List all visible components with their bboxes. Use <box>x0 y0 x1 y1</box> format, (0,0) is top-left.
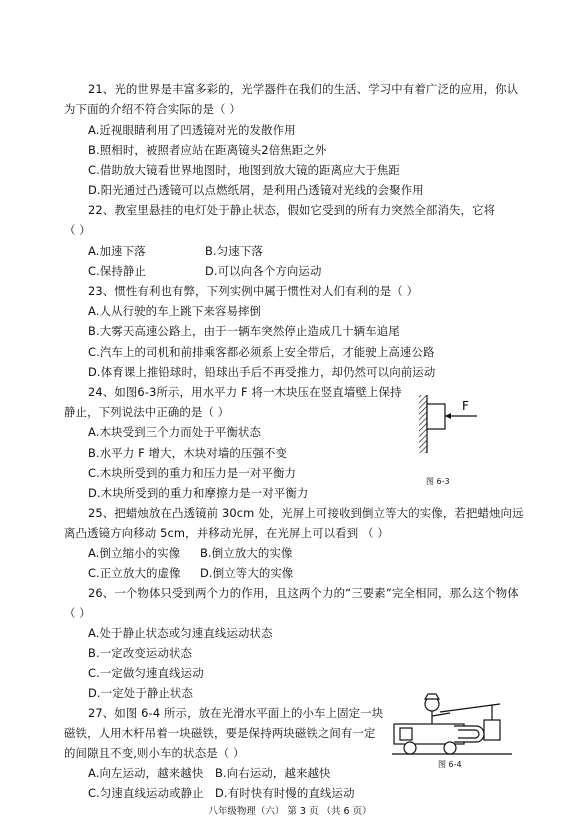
q25-option-a: A.倒立缩小的实像 <box>88 546 181 560</box>
q21-line-1: 21、光的世界是丰富多彩的，光学器件在我们的生活、学习中有着广泛的应用，你认 <box>88 82 519 96</box>
q27-option-b: B.向右运动，越来越快 <box>215 766 331 780</box>
q22-line-1: 22、教室里悬挂的电灯处于静止状态，假如它受到的所有力突然全部消失，它将 <box>88 203 496 217</box>
page-footer: 八年级物理（六） 第 3 页 （共 6 页） <box>208 806 372 817</box>
q24-option-a: A.木块受到三个力而处于平衡状态 <box>88 425 262 439</box>
q26-option-d: D.一定处于静止状态 <box>88 686 194 700</box>
figure-6-4 <box>392 690 517 760</box>
wooden-rod <box>440 704 500 712</box>
q21-option-a: A.近视眼睛利用了凹透镜对光的发散作用 <box>88 123 296 137</box>
q23-option-a: A.人从行驶的车上跳下来容易摔倒 <box>88 304 262 318</box>
q27-line-1: 27、如图 6-4 所示，放在光滑水平面上的小车上固定一块 <box>88 706 384 720</box>
wall-hatch <box>419 395 427 453</box>
q23-option-d: D.体育课上推铅球时，铅球出手后不再受推力，却仍然可以向前运动 <box>88 365 436 379</box>
cart-wheel-right <box>444 742 456 754</box>
q24-line-2: 静止，下列说法中正确的是（ ） <box>64 405 230 419</box>
q26-option-a: A.处于静止状态或匀速直线运动状态 <box>88 626 273 640</box>
person-arm <box>432 713 450 716</box>
q26-line-2: （ ） <box>64 606 91 620</box>
q21-line-2: 为下面的介绍不符合实际的是（ ） <box>64 102 241 116</box>
q24-option-b: B.水平力 F 增大，木块对墙的压强不变 <box>88 446 288 460</box>
cart-body <box>394 724 464 744</box>
q23-option-b: B.大雾天高速公路上，由于一辆车突然停止造成几十辆车追尾 <box>88 324 400 338</box>
cart-wheel-left <box>404 742 416 754</box>
q24-option-d: D.木块所受到的重力和摩擦力是一对平衡力 <box>88 486 309 500</box>
q27-option-d: D.有时快有时慢的直线运动 <box>215 786 355 800</box>
q25-option-c: C.正立放大的虚像 <box>88 566 181 580</box>
q26-line-1: 26、一个物体只受到两个力的作用，且这两个力的“三要素”完全相同，那么这个物体 <box>88 586 519 600</box>
figure-6-4-caption: 图 6-4 <box>438 760 462 769</box>
q22-line-2: （ ） <box>64 223 91 237</box>
person-hat <box>425 694 439 699</box>
q27-option-a: A.向左运动，越来越快 <box>88 766 204 780</box>
q21-option-c: C.借助放大镜看世界地图时，地图到放大镜的距离应大于焦距 <box>88 163 400 177</box>
q26-option-b: B.一定改变运动状态 <box>88 646 193 660</box>
force-arrowhead <box>445 413 451 419</box>
q22-option-d: D.可以向各个方向运动 <box>205 264 322 278</box>
hanging-magnet <box>484 720 500 740</box>
q23-option-c: C.汽车上的司机和前排乘客都必须系上安全带后，才能驶上高速公路 <box>88 345 435 359</box>
wooden-block <box>427 404 445 429</box>
q24-line-1: 24、如图6-3所示，用水平力 F 将一木块压在竖直墙壁上保持 <box>88 385 402 399</box>
q22-option-b: B.匀速下落 <box>205 244 263 258</box>
q25-option-b: B.倒立放大的实像 <box>200 546 293 560</box>
figure-6-3 <box>415 395 495 455</box>
q22-option-c: C.保持静止 <box>88 264 147 278</box>
q23-line-1: 23、惯性有利也有弊，下列实例中属于惯性对人们有利的是（ ） <box>88 284 419 298</box>
q21-option-d: D.阳光通过凸透镜可以点燃纸屑，是利用凸透镜对光线的会聚作用 <box>88 183 424 197</box>
q26-option-c: C.一定做匀速直线运动 <box>88 666 204 680</box>
q27-line-3: 的间隙且不变,则小车的状态是（ ） <box>64 746 245 760</box>
q27-option-c: C.匀速直线运动或静止 <box>88 786 204 800</box>
q24-option-c: C.木块所受到的重力和压力是一对平衡力 <box>88 466 297 480</box>
q27-line-2: 磁铁，人用木杆吊着一块磁铁，要是保持两块磁铁之间有一定 <box>64 726 376 740</box>
q25-line-2: 离凸透镜方向移动 5cm，并移动光屏，在光屏上可以看到 （ ） <box>64 526 389 540</box>
q25-line-1: 25、把蜡烛放在凸透镜前 30cm 处，光屏上可接收到倒立等大的实像，若把蜡烛向远 <box>88 506 524 520</box>
q21-option-b: B.照相时，被照者应站在距离镜头2倍焦距之外 <box>88 143 327 157</box>
q22-option-a: A.加速下落 <box>88 244 146 258</box>
force-label: F <box>462 399 469 413</box>
q25-option-d: D.倒立等大的实像 <box>200 566 294 580</box>
figure-6-3-caption: 图 6-3 <box>426 477 450 486</box>
